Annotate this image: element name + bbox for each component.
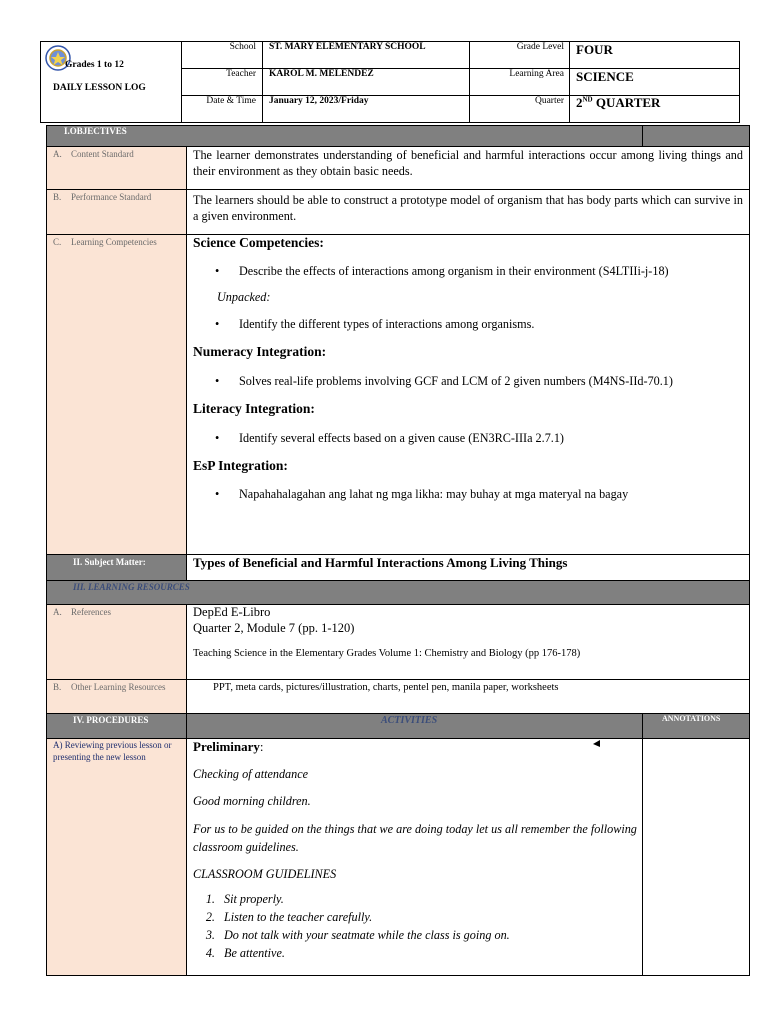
guidelines-heading: CLASSROOM GUIDELINES — [193, 867, 337, 881]
unpacked-label: Unpacked: — [217, 290, 271, 304]
performance-standard-row: B. Performance Standard The learners should be able to construct a prototype model of organism that has body parts which can survive in a given environment. — [46, 190, 750, 235]
competencies-row: C. Learning Competencies Science Competencies: • Describe the effects of interactions among organism in their environment (S4LTIIi-j-18) Unpacked: • Identify the different types of interactions among organisms. Numeracy Integration: • Solves real-life problems involving GCF and LCM of 2 given numbers (M4NS-IId-70.1) Literacy Integration: • Identify several effects based on a given cause (EN3RC-IIIa 2.7.1) EsP Integration: • Napahahalagahan ang lahat ng mga likha: may buhay at mga materyal na bagay — [46, 235, 750, 555]
area-label: Learning Area — [509, 69, 564, 79]
content-standard-text: The learner demonstrates understanding of beneficial and harmful interactions occur among living things and their environment as they obtain basic needs. — [193, 148, 743, 178]
logo-caption: Grades 1 to 12 — [65, 60, 124, 70]
header-table — [40, 41, 740, 123]
numeracy-item: • Solves real-life problems involving GCF and LCM of 2 given numbers (M4NS-IId-70.1) — [193, 373, 743, 389]
other-resources-row: B. Other Learning Resources PPT, meta cards, pictures/illustration, charts, pentel pen, manila paper, worksheets — [46, 680, 750, 714]
reference-line-3: Teaching Science in the Elementary Grades Volume 1: Chemistry and Biology (pp 176-178) — [193, 648, 581, 659]
literacy-item: • Identify several effects based on a given cause (EN3RC-IIIa 2.7.1) — [193, 430, 743, 446]
resources-heading-row — [46, 581, 750, 605]
activities-heading: ACTIVITIES — [381, 715, 438, 726]
attendance-line: Checking of attendance — [193, 767, 309, 781]
resources-heading: III. LEARNING RESOURCES — [73, 582, 190, 592]
reference-line-2: Quarter 2, Module 7 (pp. 1-120) — [193, 621, 355, 635]
preliminary-line: Preliminary: — [193, 739, 264, 754]
annotations-heading: ANNOTATIONS — [662, 714, 721, 723]
quarter-value: 2ND QUARTER — [576, 95, 661, 110]
performance-standard-label: Performance Standard — [71, 192, 152, 202]
references-row: A. References DepEd E-Libro Quarter 2, Module 7 (pp. 1-120) Teaching Science in the Elementary Grades Volume 1: Chemistry and Biology (pp 176-178) — [46, 605, 750, 680]
guideline-item: 3. Do not talk with your seatmate while the class is going on. — [218, 926, 637, 944]
other-resources-value: PPT, meta cards, pictures/illustration, charts, pentel pen, manila paper, worksheets — [213, 682, 559, 693]
area-value: SCIENCE — [576, 69, 634, 84]
literacy-heading: Literacy Integration: — [193, 401, 315, 416]
date-label: Date & Time — [206, 96, 256, 106]
date-value: January 12, 2023/Friday — [269, 96, 369, 106]
subject-matter-value: Types of Beneficial and Harmful Interactions Among Living Things — [193, 555, 568, 570]
cursor-arrow-icon — [593, 740, 601, 748]
school-label: School — [229, 42, 256, 52]
objectives-heading-row — [46, 125, 750, 147]
guideline-item: 2. Listen to the teacher carefully. — [218, 908, 637, 926]
quarter-label: Quarter — [534, 96, 564, 106]
numeracy-heading: Numeracy Integration: — [193, 344, 327, 359]
reference-line-1: DepEd E-Libro — [193, 605, 271, 619]
teacher-label: Teacher — [226, 69, 256, 79]
other-resources-label: Other Learning Resources — [71, 682, 166, 692]
school-value: ST. MARY ELEMENTARY SCHOOL — [269, 42, 426, 52]
esp-item: • Napahahalagahan ang lahat ng mga likha: may buhay at mga materyal na bagay — [193, 486, 743, 502]
log-title: DAILY LESSON LOG — [53, 83, 146, 93]
step-a-label: A) Reviewing previous lesson or presenting the new lesson — [53, 740, 172, 762]
unpacked-item: • Identify the different types of interactions among organisms. — [193, 316, 743, 332]
procedures-heading-row — [46, 714, 750, 739]
objectives-heading: I.OBJECTIVES — [64, 126, 127, 136]
subject-matter-row — [46, 555, 750, 581]
greeting-line: Good morning children. — [193, 794, 311, 808]
grade-value: FOUR — [576, 42, 613, 57]
science-item: • Describe the effects of interactions among organism in their environment (S4LTIIi-j-18) — [193, 263, 743, 279]
guidelines-list — [193, 890, 637, 962]
guideline-item: 4. Be attentive. — [218, 944, 637, 962]
competencies-label: Learning Competencies — [71, 237, 157, 247]
esp-heading: EsP Integration: — [193, 458, 288, 473]
content-standard-row: A. Content Standard The learner demonstrates understanding of beneficial and harmful interactions occur among living things and their environment as they obtain basic needs. — [46, 147, 750, 190]
guideline-item: 1. Sit properly. — [218, 890, 637, 908]
science-heading: Science Competencies: — [193, 235, 324, 250]
step-a-row — [46, 739, 750, 976]
references-label: References — [71, 607, 111, 617]
grade-label: Grade Level — [516, 42, 564, 52]
performance-standard-text: The learners should be able to construct a prototype model of organism that has body parts which can survive in a given environment. — [193, 193, 743, 223]
content-standard-label: Content Standard — [71, 149, 134, 159]
teacher-value: KAROL M. MELENDEZ — [269, 69, 374, 79]
procedures-heading: IV. PROCEDURES — [73, 715, 149, 725]
guide-intro: For us to be guided on the things that we are doing today let us all remember the following classroom guidelines. — [193, 822, 637, 854]
subject-matter-label: II. Subject Matter: — [73, 557, 146, 567]
